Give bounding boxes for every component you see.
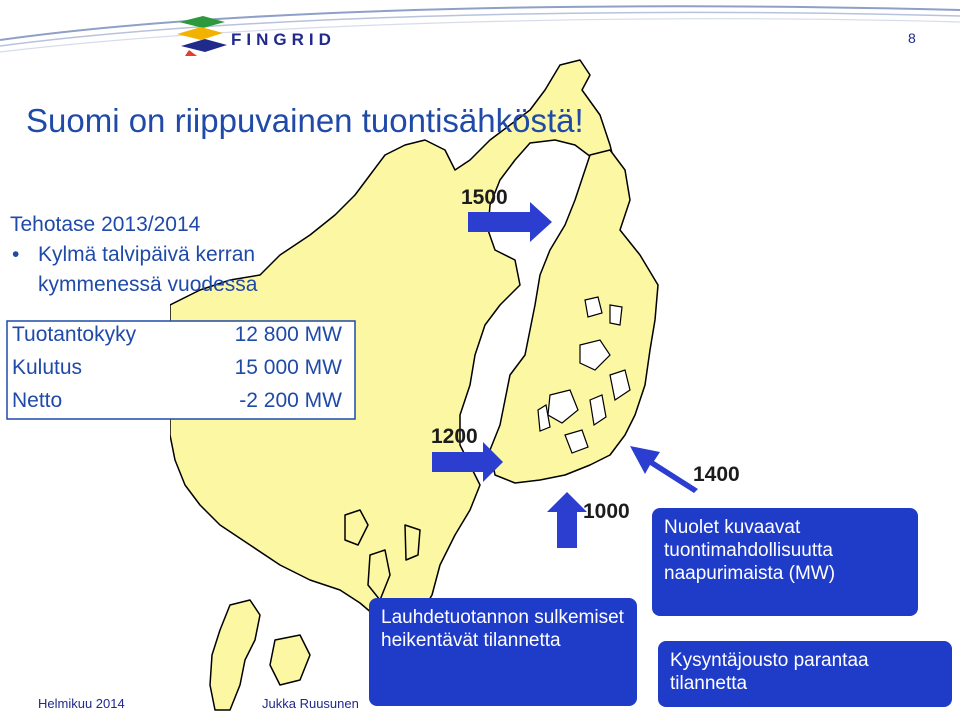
balance-label-production: Tuotantokyky bbox=[12, 323, 137, 346]
closures-note-box: Lauhdetuotannon sulkemiset heikentävät tilannetta bbox=[369, 598, 637, 706]
legend-box: Nuolet kuvaavat tuontimahdollisuutta naapurimaista (MW) bbox=[652, 508, 918, 616]
page-title: Suomi on riippuvainen tuontisähköstä! bbox=[26, 102, 584, 139]
bullet-marker: • bbox=[12, 243, 20, 266]
footer-author: Jukka Ruusunen bbox=[262, 696, 359, 711]
flow-label-west: 1200 bbox=[431, 425, 478, 448]
arrow-south bbox=[547, 492, 587, 548]
flow-label-east: 1400 bbox=[693, 463, 740, 486]
flow-label-south: 1000 bbox=[583, 500, 630, 523]
page-number: 8 bbox=[908, 30, 916, 46]
logo-text: FINGRID bbox=[231, 30, 336, 49]
balance-value-production: 12 800 MW bbox=[234, 323, 342, 346]
balance-table bbox=[6, 320, 356, 420]
bullet-line-1: Kylmä talvipäivä kerran bbox=[38, 243, 256, 266]
flow-label-north: 1500 bbox=[461, 186, 508, 209]
subtitle: Tehotase 2013/2014 bbox=[10, 213, 201, 236]
demand-response-box: Kysyntäjousto parantaa tilannetta bbox=[658, 641, 952, 707]
bullet-line-2: kymmenessä vuodessa bbox=[38, 273, 258, 296]
balance-label-consumption: Kulutus bbox=[12, 356, 83, 379]
footer-date: Helmikuu 2014 bbox=[38, 696, 125, 711]
balance-value-consumption: 15 000 MW bbox=[234, 356, 342, 379]
balance-label-net: Netto bbox=[12, 389, 63, 412]
balance-value-net: -2 200 MW bbox=[239, 389, 342, 412]
arrow-east bbox=[630, 446, 698, 493]
